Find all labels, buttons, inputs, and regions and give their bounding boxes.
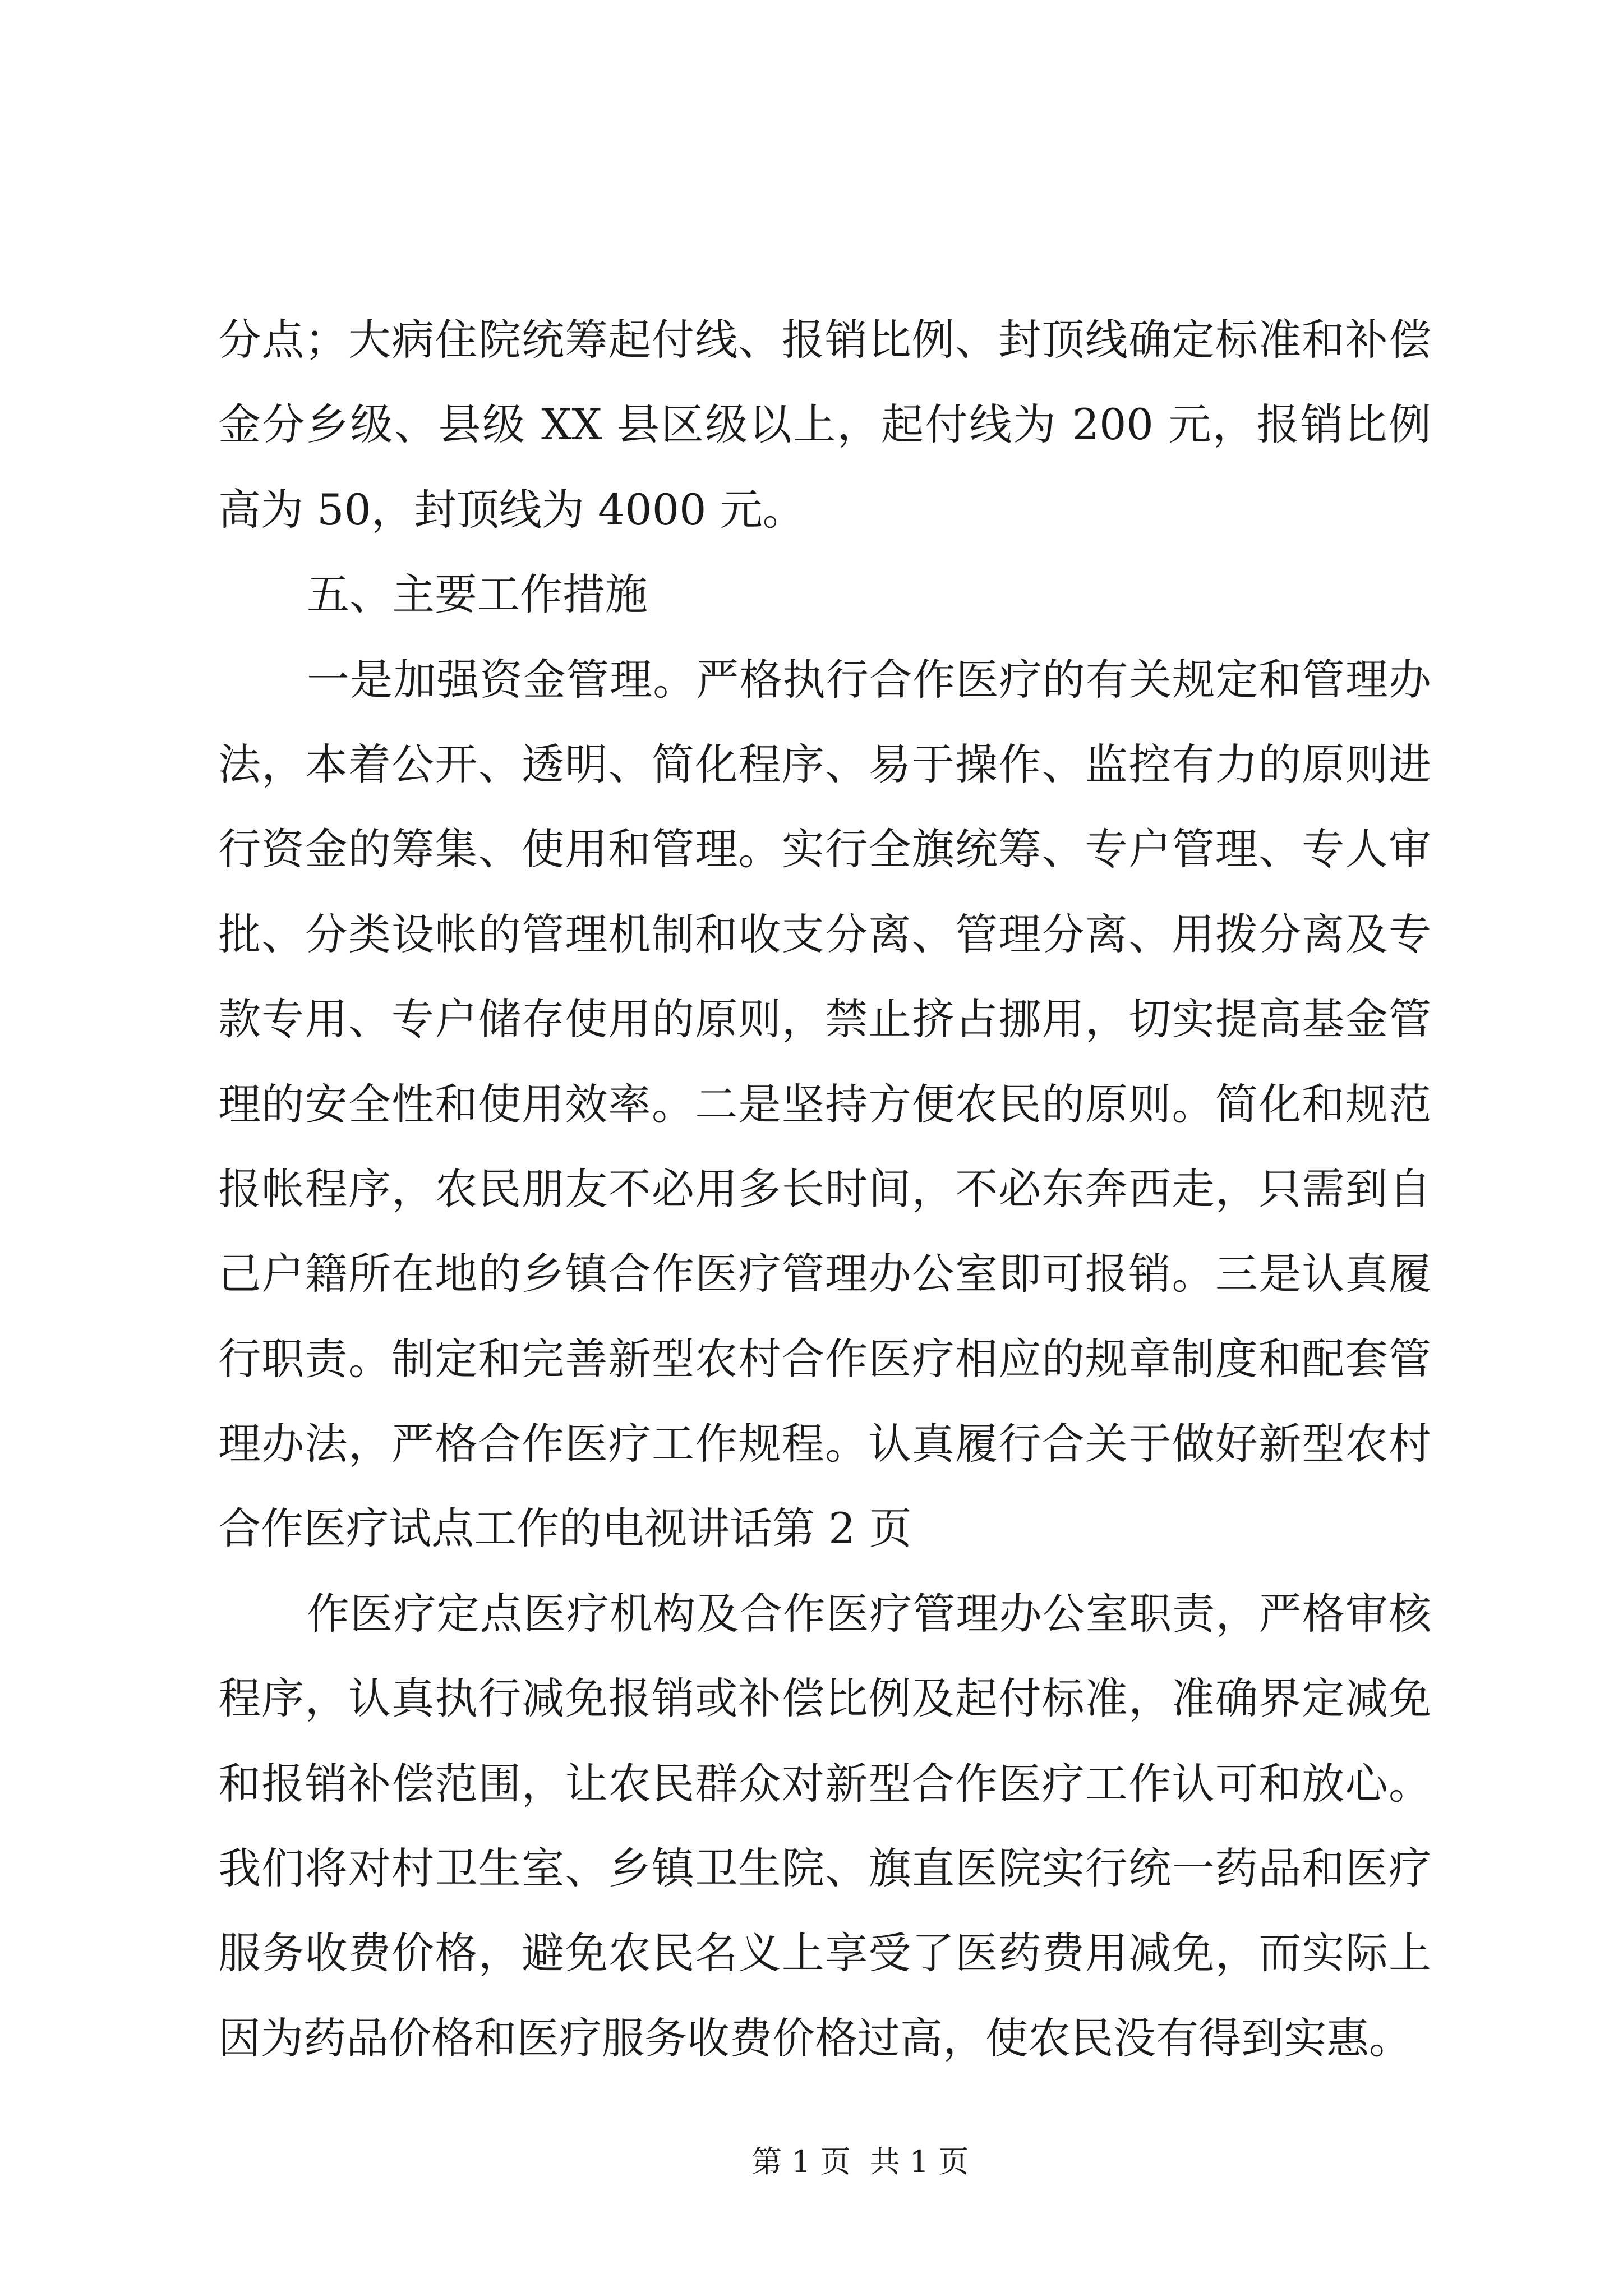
- body-text-line: 和报销补偿范围，让农民群众对新型合作医疗工作认可和放心。: [218, 1758, 1431, 1809]
- body-text-line: 批、分类设帐的管理机制和收支分离、管理分离、用拨分离及专: [218, 909, 1431, 959]
- body-text-line: 分点；大病住院统筹起付线、报销比例、封顶线确定标准和补偿: [218, 315, 1431, 365]
- body-text-line: 法，本着公开、透明、简化程序、易于操作、监控有力的原则进: [218, 739, 1431, 789]
- body-text-line: 理办法，严格合作医疗工作规程。认真履行合关于做好新型农村: [218, 1419, 1431, 1469]
- body-text-line: 服务收费价格，避免农民名义上享受了医药费用减免，而实际上: [218, 1928, 1431, 1978]
- body-text-line: 金分乡级、县级 XX 县区级以上，起付线为 200 元，报销比例: [218, 399, 1431, 450]
- section-heading: 五、主要工作措施: [307, 569, 648, 620]
- body-text-line: 行资金的筹集、使用和管理。实行全旗统筹、专户管理、专人审: [218, 824, 1431, 875]
- body-paragraph: [218, 1571, 1431, 2081]
- body-text-line: 款专用、专户储存使用的原则，禁止挤占挪用，切实提高基金管: [218, 994, 1431, 1045]
- page-number-total: 共 1 页: [869, 2144, 969, 2179]
- section-heading-block: [218, 552, 1431, 637]
- page-number-current: 第 1 页: [751, 2144, 851, 2179]
- body-text-line: 己户籍所在地的乡镇合作医疗管理办公室即可报销。三是认真履: [218, 1249, 1431, 1299]
- body-text-line: 作医疗定点医疗机构及合作医疗管理办公室职责，严格审核: [307, 1588, 1431, 1639]
- body-text-line: 一是加强资金管理。严格执行合作医疗的有关规定和管理办: [307, 654, 1431, 705]
- body-text: [218, 297, 1431, 2081]
- body-text-line: 报帐程序，农民朋友不必用多长时间，不必东奔西走，只需到自: [218, 1163, 1431, 1214]
- body-text-line: 行职责。制定和完善新型农村合作医疗相应的规章制度和配套管: [218, 1333, 1431, 1384]
- body-text-line: 程序，认真执行减免报销或补偿比例及起付标准，准确界定减免: [218, 1673, 1431, 1724]
- continued-paragraph: [218, 297, 1431, 552]
- body-text-line: 理的安全性和使用效率。二是坚持方便农民的原则。简化和规范: [218, 1079, 1431, 1129]
- body-text-line: 因为药品价格和医疗服务收费价格过高，使农民没有得到实惠。: [218, 2013, 1412, 2063]
- body-paragraph: [218, 637, 1431, 1571]
- body-text-line: 我们将对村卫生室、乡镇卫生院、旗直医院实行统一药品和医疗: [218, 1843, 1431, 1894]
- body-text-line: 高为 50，封顶线为 4000 元。: [218, 484, 805, 535]
- page-footer: [751, 2144, 969, 2180]
- body-text-line: 合作医疗试点工作的电视讲话第 2 页: [218, 1503, 912, 1554]
